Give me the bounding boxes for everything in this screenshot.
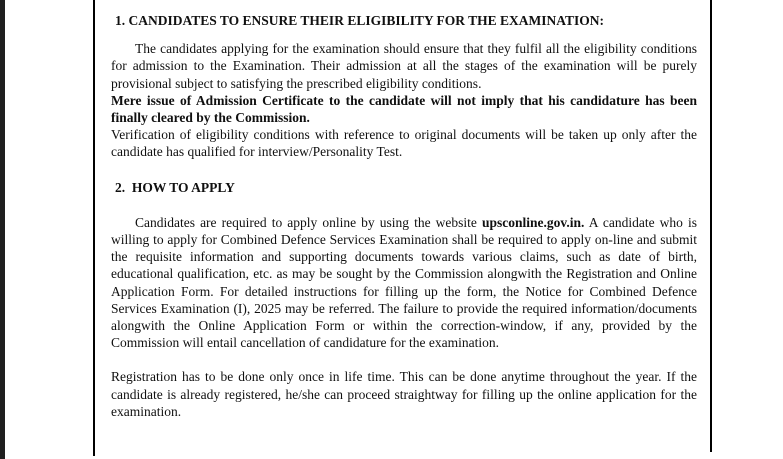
text-run: A candidate who is willing to apply for Combined Defence Services Examination shall be required to apply on-line and submit the requisite information and supporting documents towards various claims, such as date of birth, educational qualification, etc. as may be sought by the Commission alongwith the Registration and Online Application Form. For detailed instructions for filling up the form, the Notice for Combined Defence Services Examination (I), 2025 may be referred. The failure to provide the required information/documents alongwith the Online Application Form or within the correction-window, if any, provided by the Commission will entail cancellation of candidature for the examination. (111, 214, 697, 351)
page-left-border (93, 0, 95, 456)
text-run: Candidates are required to apply online by using the website (135, 214, 482, 230)
doc-paragraph (111, 214, 697, 352)
doc-heading (115, 12, 697, 29)
text-run: Verification of eligibility conditions with reference to original documents will be taken up only after the candidate has qualified for interview/Personality Test. (111, 127, 697, 160)
doc-paragraph (111, 126, 697, 160)
text-run: The candidates applying for the examination should ensure that they fulfil all the eligibility conditions for admission to the Examination. Their admission at all the stages of the examination will be purely provisional subject to satisfying the prescribed eligibility conditions. (111, 41, 697, 91)
text-run: Registration has to be done only once in life time. This can be done anytime throughout the year. If the candidate is already registered, he/she can proceed straightway for filling up the online application for the examination. (111, 369, 697, 419)
doc-paragraph (111, 40, 697, 92)
bold-text-run: 1. CANDIDATES TO ENSURE THEIR ELIGIBILITY FOR THE EXAMINATION: (115, 13, 604, 28)
doc-paragraph (111, 92, 697, 126)
viewer-edge-strip (0, 0, 5, 459)
bold-text-run: upsconline.gov.in. (482, 214, 585, 230)
bold-text-run: 2. HOW TO APPLY (115, 179, 235, 195)
document-content (111, 12, 697, 420)
doc-paragraph (111, 368, 697, 420)
page-right-border (710, 0, 712, 452)
doc-heading (115, 179, 697, 196)
bold-text-run: Mere issue of Admission Certificate to the candidate will not imply that his candidature has been finally cleared by the Commission. (111, 92, 697, 126)
